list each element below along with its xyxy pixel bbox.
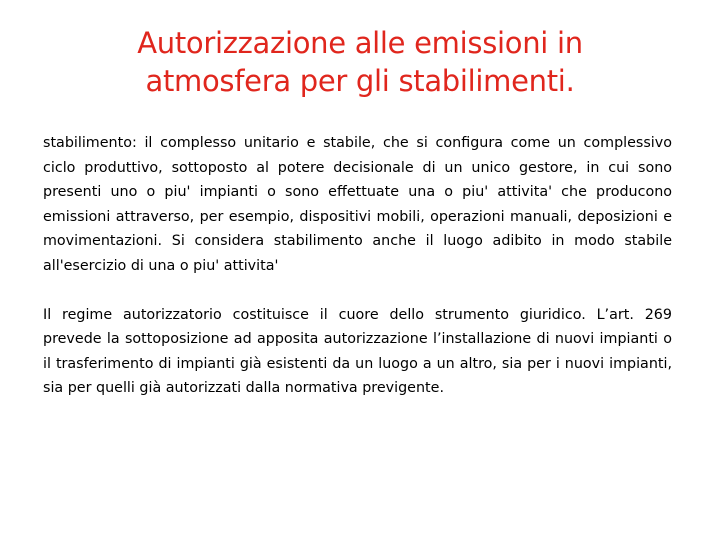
slide-body [43, 131, 672, 401]
definition-paragraph: stabilimento: il complesso unitario e stabile, che si configura come un complessivo ciclo produttivo, sottoposto al potere decisionale di un unico gestore, in cui sono presenti uno o piu' impianti o sono effettuate una o piu' attivita' che producono emissioni attraverso, per esempio, dispositivi mobili, operazioni manuali, deposizioni e movimentazioni. Si considera stabilimento anche il luogo adibito in modo stabile all'esercizio di una o piu' attivita' [43, 135, 672, 274]
slide-title-line-2: atmosfera per gli stabilimenti. [145, 64, 575, 98]
slide-title [60, 24, 660, 100]
regime-paragraph: Il regime autorizzatorio costituisce il cuore dello strumento giuridico. L’art. 269 prevede la sottoposizione ad apposita autorizzazione l’installazione di nuovi impianti o il trasferimento di impianti già esistenti da un luogo a un altro, sia per i nuovi impianti, sia per quelli già autorizzati dalla normativa previgente. [43, 306, 672, 397]
slide-title-line-1: Autorizzazione alle emissioni in [137, 26, 583, 60]
